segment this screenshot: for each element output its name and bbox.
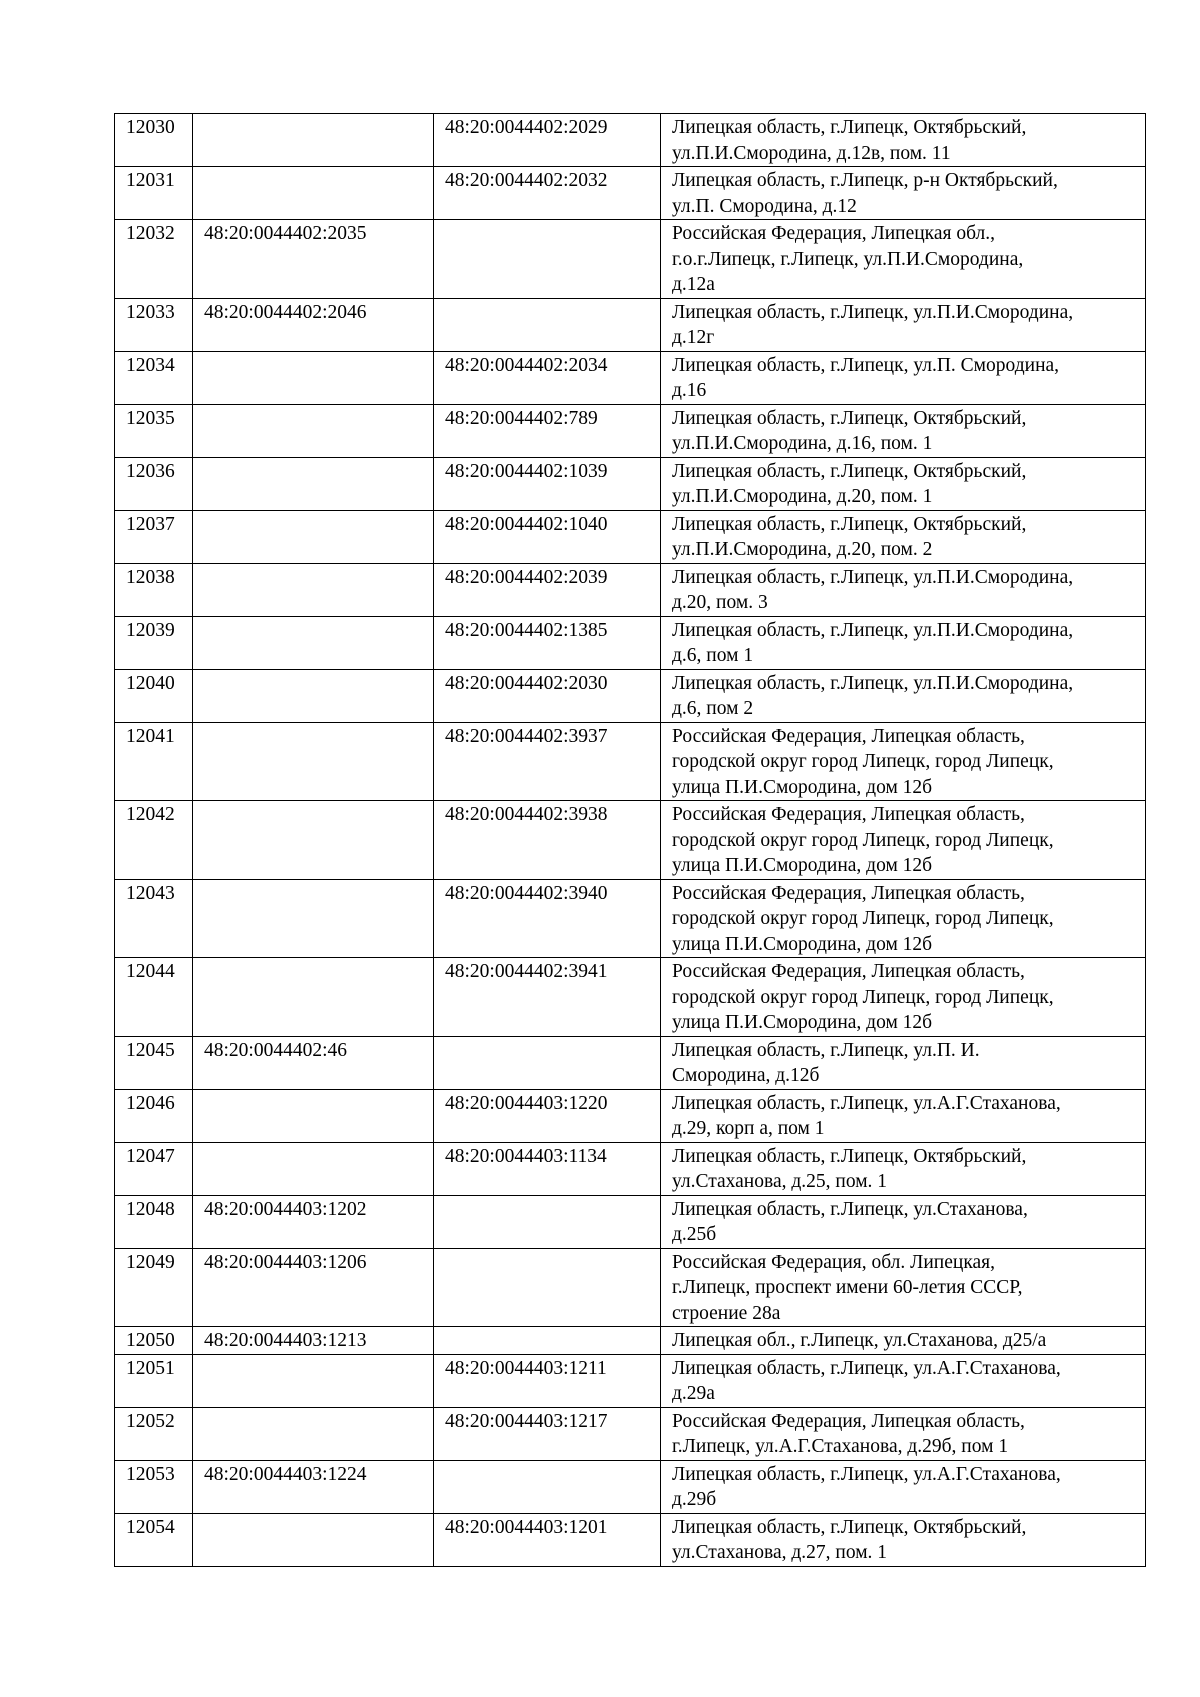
address-cell: Липецкая область, г.Липецк, Октябрьский, ул.П.И.Смородина, д.20, пом. 2	[661, 510, 1146, 563]
registry-table	[114, 113, 1146, 1567]
premises-cadastral-number-cell: 48:20:0044403:1220	[434, 1089, 661, 1142]
table-row	[115, 220, 1146, 299]
table-row	[115, 510, 1146, 563]
cadastral-number-cell	[193, 114, 434, 167]
row-number-cell: 12036	[115, 457, 193, 510]
table-row	[115, 1460, 1146, 1513]
address-cell: Липецкая область, г.Липецк, ул.Стаханова, д.25б	[661, 1195, 1146, 1248]
cadastral-number-cell	[193, 351, 434, 404]
address-cell: Российская Федерация, Липецкая область, г.Липецк, ул.А.Г.Стаханова, д.29б, пом 1	[661, 1407, 1146, 1460]
row-number-cell: 12044	[115, 958, 193, 1037]
premises-cadastral-number-cell	[434, 1460, 661, 1513]
registry-table-body	[115, 114, 1146, 1567]
premises-cadastral-number-cell: 48:20:0044402:2030	[434, 669, 661, 722]
address-cell: Липецкая область, г.Липецк, Октябрьский, ул.П.И.Смородина, д.12в, пом. 11	[661, 114, 1146, 167]
address-cell: Липецкая область, г.Липецк, ул.П. И. Смородина, д.12б	[661, 1036, 1146, 1089]
row-number-cell: 12052	[115, 1407, 193, 1460]
table-row	[115, 1142, 1146, 1195]
table-row	[115, 1354, 1146, 1407]
table-row	[115, 1036, 1146, 1089]
address-cell: Липецкая область, г.Липецк, Октябрьский, ул.П.И.Смородина, д.16, пом. 1	[661, 404, 1146, 457]
address-cell: Липецкая область, г.Липецк, ул.П. Смородина, д.16	[661, 351, 1146, 404]
cadastral-number-cell: 48:20:0044402:2046	[193, 298, 434, 351]
cadastral-number-cell: 48:20:0044403:1206	[193, 1248, 434, 1327]
address-cell: Липецкая область, г.Липецк, ул.П.И.Смородина, д.6, пом 2	[661, 669, 1146, 722]
cadastral-number-cell	[193, 1407, 434, 1460]
table-row	[115, 801, 1146, 880]
row-number-cell: 12032	[115, 220, 193, 299]
cadastral-number-cell: 48:20:0044403:1213	[193, 1327, 434, 1355]
cadastral-number-cell	[193, 669, 434, 722]
row-number-cell: 12031	[115, 167, 193, 220]
row-number-cell: 12053	[115, 1460, 193, 1513]
table-row	[115, 958, 1146, 1037]
cadastral-number-cell	[193, 958, 434, 1037]
premises-cadastral-number-cell	[434, 1248, 661, 1327]
cadastral-number-cell	[193, 722, 434, 801]
address-cell: Липецкая область, г.Липецк, ул.П.И.Смородина, д.20, пом. 3	[661, 563, 1146, 616]
row-number-cell: 12035	[115, 404, 193, 457]
row-number-cell: 12039	[115, 616, 193, 669]
premises-cadastral-number-cell: 48:20:0044402:2029	[434, 114, 661, 167]
address-cell: Российская Федерация, Липецкая область, городской округ город Липецк, город Липецк, улица П.И.Смородина, дом 12б	[661, 801, 1146, 880]
premises-cadastral-number-cell: 48:20:0044402:1040	[434, 510, 661, 563]
cadastral-number-cell	[193, 616, 434, 669]
row-number-cell: 12041	[115, 722, 193, 801]
address-cell: Российская Федерация, Липецкая область, городской округ город Липецк, город Липецк, улица П.И.Смородина, дом 12б	[661, 879, 1146, 958]
row-number-cell: 12051	[115, 1354, 193, 1407]
premises-cadastral-number-cell	[434, 1036, 661, 1089]
cadastral-number-cell	[193, 1354, 434, 1407]
cadastral-number-cell	[193, 1089, 434, 1142]
address-cell: Липецкая обл., г.Липецк, ул.Стаханова, д25/а	[661, 1327, 1146, 1355]
cadastral-number-cell	[193, 510, 434, 563]
table-row	[115, 722, 1146, 801]
row-number-cell: 12043	[115, 879, 193, 958]
table-row	[115, 404, 1146, 457]
premises-cadastral-number-cell	[434, 298, 661, 351]
premises-cadastral-number-cell: 48:20:0044402:1039	[434, 457, 661, 510]
table-row	[115, 616, 1146, 669]
premises-cadastral-number-cell	[434, 1327, 661, 1355]
cadastral-number-cell: 48:20:0044403:1224	[193, 1460, 434, 1513]
row-number-cell: 12030	[115, 114, 193, 167]
table-row	[115, 879, 1146, 958]
address-cell: Липецкая область, г.Липецк, Октябрьский, ул.П.И.Смородина, д.20, пом. 1	[661, 457, 1146, 510]
address-cell: Липецкая область, г.Липецк, Октябрьский, ул.Стаханова, д.27, пом. 1	[661, 1513, 1146, 1566]
premises-cadastral-number-cell: 48:20:0044402:2039	[434, 563, 661, 616]
premises-cadastral-number-cell: 48:20:0044403:1217	[434, 1407, 661, 1460]
premises-cadastral-number-cell: 48:20:0044402:3938	[434, 801, 661, 880]
table-row	[115, 457, 1146, 510]
table-row	[115, 1195, 1146, 1248]
row-number-cell: 12040	[115, 669, 193, 722]
premises-cadastral-number-cell: 48:20:0044403:1201	[434, 1513, 661, 1566]
premises-cadastral-number-cell	[434, 220, 661, 299]
address-cell: Российская Федерация, Липецкая обл., г.о.г.Липецк, г.Липецк, ул.П.И.Смородина, д.12а	[661, 220, 1146, 299]
row-number-cell: 12033	[115, 298, 193, 351]
premises-cadastral-number-cell: 48:20:0044402:2032	[434, 167, 661, 220]
cadastral-number-cell	[193, 167, 434, 220]
cadastral-number-cell	[193, 1513, 434, 1566]
table-row	[115, 298, 1146, 351]
row-number-cell: 12038	[115, 563, 193, 616]
row-number-cell: 12054	[115, 1513, 193, 1566]
table-row	[115, 1407, 1146, 1460]
row-number-cell: 12045	[115, 1036, 193, 1089]
premises-cadastral-number-cell	[434, 1195, 661, 1248]
cadastral-number-cell	[193, 404, 434, 457]
premises-cadastral-number-cell: 48:20:0044403:1134	[434, 1142, 661, 1195]
table-row	[115, 669, 1146, 722]
cadastral-number-cell	[193, 1142, 434, 1195]
row-number-cell: 12047	[115, 1142, 193, 1195]
table-row	[115, 1513, 1146, 1566]
table-row	[115, 167, 1146, 220]
table-row	[115, 1089, 1146, 1142]
row-number-cell: 12048	[115, 1195, 193, 1248]
premises-cadastral-number-cell: 48:20:0044402:789	[434, 404, 661, 457]
address-cell: Липецкая область, г.Липецк, ул.А.Г.Стаханова, д.29а	[661, 1354, 1146, 1407]
table-row	[115, 563, 1146, 616]
cadastral-number-cell: 48:20:0044402:2035	[193, 220, 434, 299]
address-cell: Липецкая область, г.Липецк, Октябрьский, ул.Стаханова, д.25, пом. 1	[661, 1142, 1146, 1195]
address-cell: Липецкая область, г.Липецк, ул.А.Г.Стаханова, д.29, корп а, пом 1	[661, 1089, 1146, 1142]
cadastral-number-cell	[193, 879, 434, 958]
premises-cadastral-number-cell: 48:20:0044402:3941	[434, 958, 661, 1037]
row-number-cell: 12050	[115, 1327, 193, 1355]
address-cell: Российская Федерация, обл. Липецкая, г.Липецк, проспект имени 60-летия СССР, строение 28а	[661, 1248, 1146, 1327]
premises-cadastral-number-cell: 48:20:0044402:3937	[434, 722, 661, 801]
address-cell: Липецкая область, г.Липецк, р-н Октябрьский, ул.П. Смородина, д.12	[661, 167, 1146, 220]
table-row	[115, 1327, 1146, 1355]
row-number-cell: 12042	[115, 801, 193, 880]
row-number-cell: 12034	[115, 351, 193, 404]
address-cell: Российская Федерация, Липецкая область, городской округ город Липецк, город Липецк, улица П.И.Смородина, дом 12б	[661, 722, 1146, 801]
row-number-cell: 12037	[115, 510, 193, 563]
cadastral-number-cell	[193, 801, 434, 880]
address-cell: Российская Федерация, Липецкая область, городской округ город Липецк, город Липецк, улица П.И.Смородина, дом 12б	[661, 958, 1146, 1037]
cadastral-number-cell: 48:20:0044402:46	[193, 1036, 434, 1089]
cadastral-number-cell	[193, 563, 434, 616]
table-row	[115, 1248, 1146, 1327]
table-row	[115, 114, 1146, 167]
premises-cadastral-number-cell: 48:20:0044402:3940	[434, 879, 661, 958]
cadastral-number-cell: 48:20:0044403:1202	[193, 1195, 434, 1248]
address-cell: Липецкая область, г.Липецк, ул.П.И.Смородина, д.6, пом 1	[661, 616, 1146, 669]
premises-cadastral-number-cell: 48:20:0044402:1385	[434, 616, 661, 669]
row-number-cell: 12046	[115, 1089, 193, 1142]
address-cell: Липецкая область, г.Липецк, ул.П.И.Смородина, д.12г	[661, 298, 1146, 351]
row-number-cell: 12049	[115, 1248, 193, 1327]
table-row	[115, 351, 1146, 404]
premises-cadastral-number-cell: 48:20:0044403:1211	[434, 1354, 661, 1407]
premises-cadastral-number-cell: 48:20:0044402:2034	[434, 351, 661, 404]
cadastral-number-cell	[193, 457, 434, 510]
address-cell: Липецкая область, г.Липецк, ул.А.Г.Стаханова, д.29б	[661, 1460, 1146, 1513]
